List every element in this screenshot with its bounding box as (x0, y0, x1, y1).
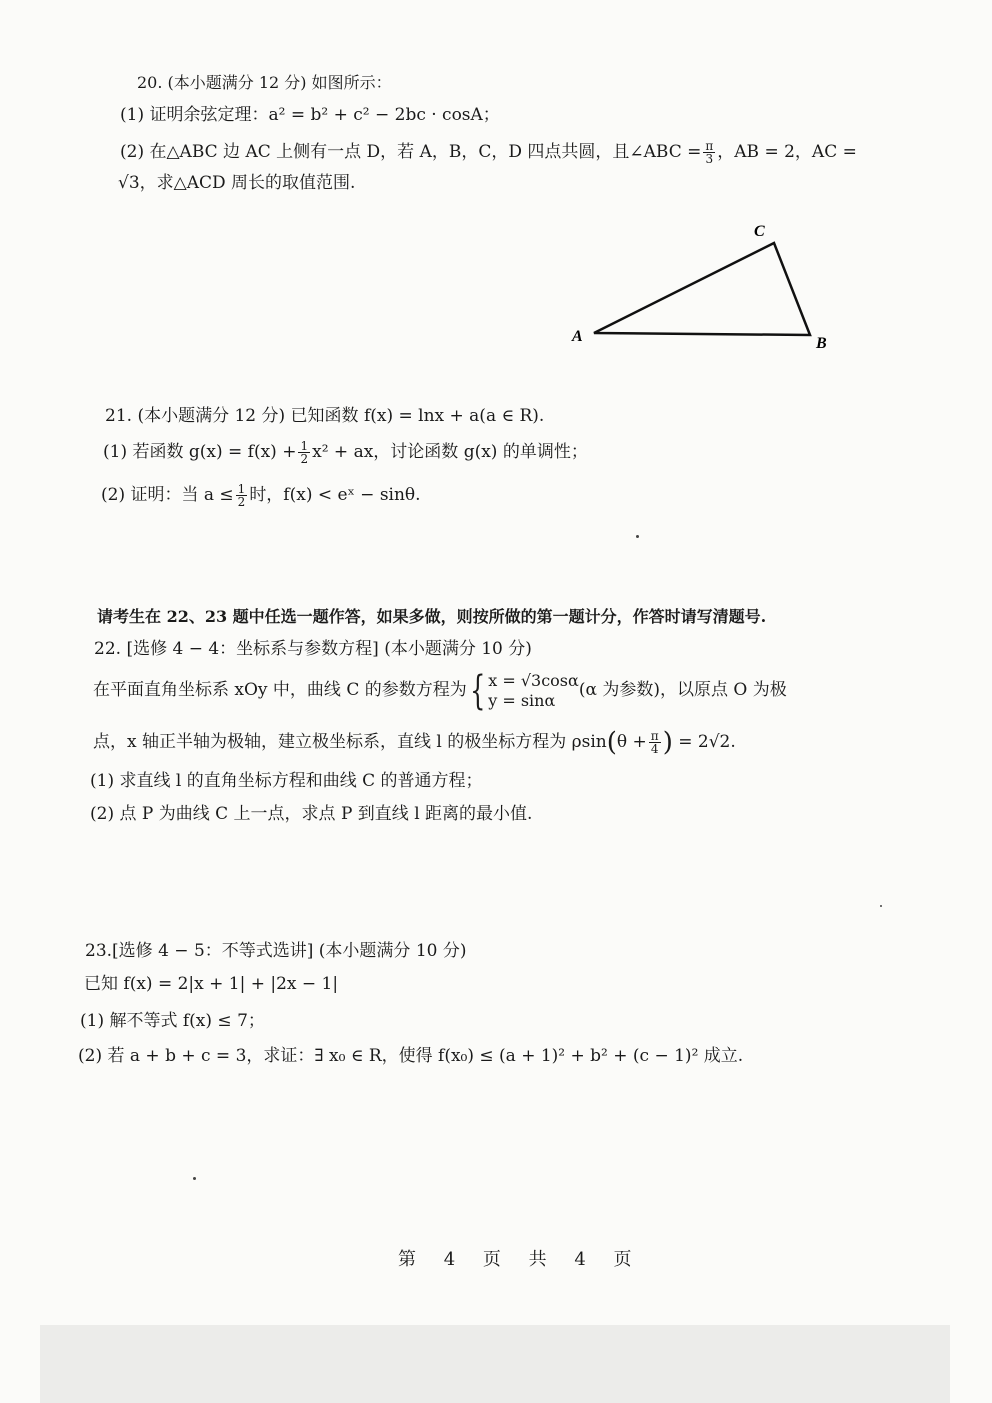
q23-part2: (2) 若 a + b + c = 3，求证：∃ x₀ ∈ R，使得 f(x₀) ≤ (a + 1)² + b² + (c − 1)² 成立. (78, 1046, 744, 1066)
q23-given: 已知 f(x) = 2|x + 1| + |2x − 1| (84, 974, 339, 994)
label-b: B (816, 335, 827, 352)
param-y: y = sinα (488, 690, 556, 710)
q21-part2-post: 时，f(x) < eˣ − sinθ. (249, 485, 421, 505)
q22-line2: 点，x 轴正半轴为极轴，建立极坐标系，直线 l 的极坐标方程为 ρsin(θ + $\frac{\pi}{4}$ ) = 2√2. (93, 727, 736, 758)
q21-part2-num: 1 (237, 482, 246, 496)
q22-line1 (93, 668, 787, 712)
scan-speck (880, 905, 882, 907)
q22-header: 22. [选修 4 − 4：坐标系与参数方程] (本小题满分 10 分) (94, 639, 532, 659)
q20-part2-line2: √3，求△ACD 周长的取值范围. (118, 173, 356, 193)
q21-header: 21. (本小题满分 12 分) 已知函数 f(x) = lnx + a(a ∈ R). (105, 406, 545, 426)
q21-part1-fraction (298, 440, 310, 465)
triangle-abc-figure (560, 215, 840, 360)
q21-part1-num: 1 (300, 439, 309, 453)
scan-speck (193, 1177, 196, 1180)
q22-part2: (2) 点 P 为曲线 C 上一点，求点 P 到直线 l 距离的最小值. (90, 804, 533, 824)
q22-fraction-num: π (650, 729, 659, 743)
q20-fraction-den: 3 (705, 152, 714, 166)
q20-part2-tail: ，AB = 2，AC = (717, 142, 857, 162)
q22-line2-post: = 2√2. (678, 732, 736, 752)
q22-fraction (649, 730, 661, 755)
param-x: x = √3cosα (488, 670, 579, 690)
q20-part1: (1) 证明余弦定理：a² = b² + c² − 2bc · cosA； (120, 105, 500, 125)
q21-part2-fraction (236, 483, 248, 508)
scan-margin-band (40, 1325, 950, 1403)
triangle-outline (594, 243, 810, 335)
q21-part2-pre: (2) 证明：当 a ≤ (101, 485, 234, 505)
q21-part2-den: 2 (237, 495, 246, 509)
q23-part1: (1) 解不等式 f(x) ≤ 7； (80, 1011, 265, 1031)
q22-line1-pre: 在平面直角坐标系 xOy 中，曲线 C 的参数方程为 (93, 680, 467, 700)
left-brace: { (469, 667, 486, 714)
q20-fraction-num: π (705, 139, 714, 153)
q21-part1-pre: (1) 若函数 g(x) = f(x) + (103, 442, 297, 462)
selection-notice: 请考生在 22、23 题中任选一题作答，如果多做，则按所做的第一题计分，作答时请写清题号. (97, 607, 767, 626)
q22-fraction-den: 4 (650, 742, 659, 756)
q20-part2 (120, 140, 857, 165)
q22-line2-pre: 点，x 轴正半轴为极轴，建立极坐标系，直线 l 的极坐标方程为 ρsin (93, 732, 607, 752)
q22-part1: (1) 求直线 l 的直角坐标方程和曲线 C 的普通方程； (90, 771, 483, 791)
q23-header: 23.[选修 4 − 5：不等式选讲] (本小题满分 10 分) (85, 941, 467, 961)
label-c: C (754, 223, 765, 240)
q22-line2-theta: θ + (616, 732, 647, 752)
q20-part2-text: (2) 在△ABC 边 AC 上侧有一点 D，若 A，B，C，D 四点共圆，且∠ABC = (120, 142, 702, 162)
q20-header: 20. (本小题满分 12 分) 如图所示： (137, 73, 392, 92)
parametric-system (488, 671, 579, 711)
label-a: A (572, 328, 583, 345)
q22-line1-post: (α 为参数)，以原点 O 为极 (578, 680, 787, 700)
q21-part1-post: x² + ax，讨论函数 g(x) 的单调性； (312, 442, 588, 462)
page-number: 第 4 页 (398, 1249, 501, 1270)
q21-part1 (103, 440, 588, 465)
page-total: 共 4 页 (528, 1249, 632, 1270)
scan-speck (636, 535, 639, 538)
q21-part1-den: 2 (300, 452, 309, 466)
page-footer (398, 1245, 632, 1271)
q21-part2 (101, 483, 421, 508)
q20-fraction (703, 140, 715, 165)
